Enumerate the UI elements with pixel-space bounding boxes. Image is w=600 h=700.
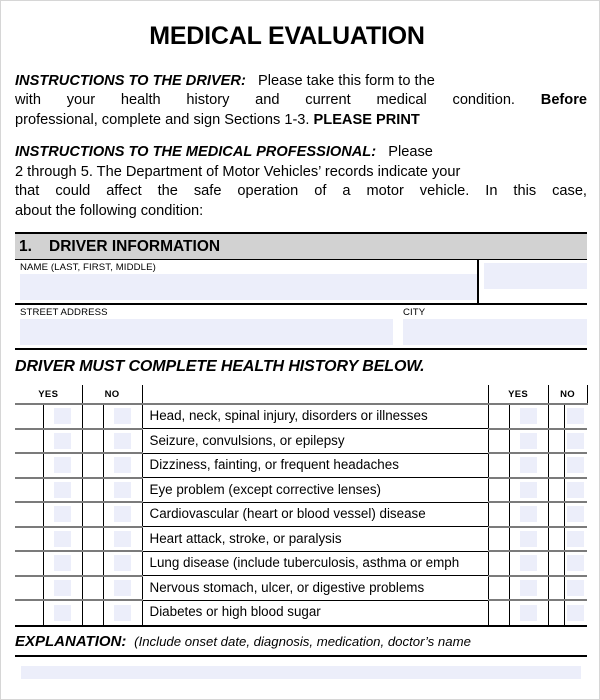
row-3-yes-left-checkbox[interactable] — [43, 478, 82, 503]
row-4-gutter-left — [15, 502, 43, 527]
column-header-condition — [142, 385, 488, 404]
table-row — [15, 502, 587, 527]
row-8-gap-right-a — [488, 600, 509, 625]
row-4-yes-right-checkbox[interactable] — [509, 502, 548, 527]
instructions-driver-line-2 — [15, 91, 587, 111]
row-6-gap-right-a — [488, 551, 509, 576]
row-4-yes-right-checkbox-box[interactable] — [520, 506, 537, 522]
page-content — [15, 1, 587, 679]
row-1-no-left-checkbox[interactable] — [103, 429, 142, 454]
row-8-no-right-checkbox-box[interactable] — [567, 605, 584, 621]
row-5-condition-label: Heart attack, stroke, or paralysis — [142, 527, 488, 552]
row-8-condition-label: Diabetes or high blood sugar — [142, 600, 488, 625]
name-field-label: NAME (LAST, FIRST, MIDDLE) — [20, 262, 156, 273]
row-4-condition-label: Cardiovascular (heart or blood vessel) disease — [142, 502, 488, 527]
name-field-cell — [15, 260, 479, 303]
row-8-no-right-checkbox[interactable] — [564, 600, 587, 625]
row-6-condition-label: Lung disease (include tuberculosis, asthma or emph — [142, 551, 488, 576]
instructions-driver-line-2-bold: Before — [540, 92, 588, 108]
driver-information-fields — [15, 259, 587, 350]
street-address-field-cell — [15, 305, 393, 348]
name-right-input[interactable] — [484, 263, 587, 289]
health-table-body — [15, 404, 587, 625]
table-row — [15, 429, 587, 454]
instructions-professional-line-3: that could affect the safe operation of a motor vehicle. In this case, — [15, 183, 587, 199]
row-0-yes-left-checkbox[interactable] — [43, 404, 82, 429]
row-6-no-left-checkbox-box[interactable] — [114, 555, 131, 571]
section-header-driver-information — [15, 234, 587, 259]
row-2-no-right-checkbox-box[interactable] — [567, 457, 584, 473]
section-number: 1. — [19, 237, 32, 255]
instructions-professional-line-1-text: Please — [388, 144, 433, 160]
instructions-professional-lead: INSTRUCTIONS TO THE MEDICAL PROFESSIONAL: — [15, 144, 377, 160]
row-7-no-left-checkbox-box[interactable] — [114, 580, 131, 596]
row-2-condition-label: Dizziness, fainting, or frequent headaches — [142, 453, 488, 478]
row-8-yes-right-checkbox[interactable] — [509, 600, 548, 625]
row-0-no-left-checkbox-box[interactable] — [114, 408, 131, 424]
row-3-no-left-checkbox[interactable] — [103, 478, 142, 503]
health-history-heading: DRIVER MUST COMPLETE HEALTH HISTORY BELOW. — [15, 358, 425, 375]
health-history-table — [15, 385, 588, 625]
row-7-gap-left — [82, 576, 103, 601]
table-row — [15, 551, 587, 576]
row-2-yes-right-checkbox[interactable] — [509, 453, 548, 478]
row-3-no-right-checkbox-box[interactable] — [567, 482, 584, 498]
instructions-driver — [15, 72, 587, 131]
row-0-yes-right-checkbox-box[interactable] — [520, 408, 537, 424]
row-5-gap-right-b — [548, 527, 564, 552]
row-3-condition-label: Eye problem (except corrective lenses) — [142, 478, 488, 503]
instructions-driver-lead: INSTRUCTIONS TO THE DRIVER: — [15, 72, 246, 89]
table-row — [15, 576, 587, 601]
row-1-no-right-checkbox[interactable] — [564, 429, 587, 454]
city-field-label: CITY — [403, 307, 426, 318]
row-1-gap-right-a — [488, 429, 509, 454]
row-3-gap-right-b — [548, 478, 564, 503]
row-8-gap-left — [82, 600, 103, 625]
row-6-yes-left-checkbox-box[interactable] — [54, 555, 71, 571]
row-7-no-left-checkbox[interactable] — [103, 576, 142, 601]
page-title: MEDICAL EVALUATION — [149, 22, 425, 50]
row-7-yes-right-checkbox-box[interactable] — [520, 580, 537, 596]
column-header-no-left: NO — [82, 385, 142, 404]
column-header-yes-right: YES — [488, 385, 548, 404]
row-7-gutter-left — [15, 576, 43, 601]
table-row — [15, 404, 587, 429]
row-2-no-left-checkbox[interactable] — [103, 453, 142, 478]
row-1-gap-left — [82, 429, 103, 454]
row-7-gap-right-b — [548, 576, 564, 601]
row-6-gap-right-b — [548, 551, 564, 576]
explanation-row — [15, 633, 587, 650]
row-0-no-right-checkbox[interactable] — [564, 404, 587, 429]
row-7-no-right-checkbox-box[interactable] — [567, 580, 584, 596]
explanation-note: (Include onset date, diagnosis, medication, doctor’s name — [134, 633, 471, 649]
row-2-gutter-left — [15, 453, 43, 478]
row-1-yes-left-checkbox-box[interactable] — [54, 433, 71, 449]
row-0-gap-right-a — [488, 404, 509, 429]
row-8-yes-left-checkbox-box[interactable] — [54, 605, 71, 621]
row-3-gap-right-a — [488, 478, 509, 503]
row-5-gap-left — [82, 527, 103, 552]
row-6-yes-left-checkbox[interactable] — [43, 551, 82, 576]
column-header-no-right: NO — [548, 385, 587, 404]
row-6-yes-right-checkbox-box[interactable] — [520, 555, 537, 571]
row-0-gap-right-b — [548, 404, 564, 429]
row-5-gutter-left — [15, 527, 43, 552]
row-2-yes-right-checkbox-box[interactable] — [520, 457, 537, 473]
street-address-input[interactable] — [20, 319, 393, 345]
column-header-yes-left: YES — [15, 385, 82, 404]
row-1-no-right-checkbox-box[interactable] — [567, 433, 584, 449]
row-4-gap-right-a — [488, 502, 509, 527]
row-3-no-right-checkbox[interactable] — [564, 478, 587, 503]
row-6-gutter-left — [15, 551, 43, 576]
row-0-yes-right-checkbox[interactable] — [509, 404, 548, 429]
instructions-professional-line-1 — [15, 143, 587, 163]
row-2-gap-left — [82, 453, 103, 478]
row-4-gap-right-b — [548, 502, 564, 527]
row-5-yes-right-checkbox[interactable] — [509, 527, 548, 552]
explanation-rule — [15, 655, 587, 657]
row-6-no-left-checkbox[interactable] — [103, 551, 142, 576]
explanation-input[interactable] — [21, 666, 581, 679]
row-8-gutter-left — [15, 600, 43, 625]
section-title: DRIVER INFORMATION — [49, 237, 221, 255]
health-table-header-row — [15, 385, 587, 404]
row-3-no-left-checkbox-box[interactable] — [114, 482, 131, 498]
row-7-yes-right-checkbox[interactable] — [509, 576, 548, 601]
row-1-no-left-checkbox-box[interactable] — [114, 433, 131, 449]
row-7-condition-label: Nervous stomach, ulcer, or digestive problems — [142, 576, 488, 601]
row-1-yes-left-checkbox[interactable] — [43, 429, 82, 454]
row-4-yes-left-checkbox[interactable] — [43, 502, 82, 527]
city-input[interactable] — [403, 319, 587, 345]
row-6-no-right-checkbox-box[interactable] — [567, 555, 584, 571]
row-7-no-right-checkbox[interactable] — [564, 576, 587, 601]
table-row — [15, 453, 587, 478]
name-row — [15, 260, 587, 305]
row-0-condition-label: Head, neck, spinal injury, disorders or illnesses — [142, 404, 488, 429]
row-4-no-left-checkbox[interactable] — [103, 502, 142, 527]
row-1-yes-right-checkbox[interactable] — [509, 429, 548, 454]
row-3-gap-left — [82, 478, 103, 503]
instructions-driver-line-1-text: Please take this form to the — [257, 72, 435, 89]
table-row — [15, 527, 587, 552]
row-8-gap-right-b — [548, 600, 564, 625]
row-1-yes-right-checkbox-box[interactable] — [520, 433, 537, 449]
name-input[interactable] — [20, 274, 477, 300]
row-5-yes-left-checkbox-box[interactable] — [54, 531, 71, 547]
row-4-gap-left — [82, 502, 103, 527]
row-5-no-right-checkbox-box[interactable] — [567, 531, 584, 547]
row-7-gap-right-a — [488, 576, 509, 601]
row-0-yes-left-checkbox-box[interactable] — [54, 408, 71, 424]
row-2-gap-right-b — [548, 453, 564, 478]
row-8-no-left-checkbox[interactable] — [103, 600, 142, 625]
explanation-label: EXPLANATION: — [15, 632, 127, 650]
row-2-yes-left-checkbox[interactable] — [43, 453, 82, 478]
name-right-field-cell — [479, 260, 587, 303]
instructions-professional-line-2: 2 through 5. The Department of Motor Vehicles’ records indicate your — [15, 163, 461, 180]
row-4-no-right-checkbox-box[interactable] — [567, 506, 584, 522]
row-0-no-right-checkbox-box[interactable] — [567, 408, 584, 424]
row-4-no-left-checkbox-box[interactable] — [114, 506, 131, 522]
street-address-field-label: STREET ADDRESS — [20, 307, 108, 318]
address-row — [15, 305, 587, 350]
row-0-gap-left — [82, 404, 103, 429]
row-1-gutter-left — [15, 429, 43, 454]
row-8-yes-left-checkbox[interactable] — [43, 600, 82, 625]
row-1-gap-right-b — [548, 429, 564, 454]
row-3-yes-right-checkbox[interactable] — [509, 478, 548, 503]
row-2-no-left-checkbox-box[interactable] — [114, 457, 131, 473]
row-5-no-right-checkbox[interactable] — [564, 527, 587, 552]
instructions-section — [15, 72, 587, 222]
row-6-yes-right-checkbox[interactable] — [509, 551, 548, 576]
row-7-yes-left-checkbox[interactable] — [43, 576, 82, 601]
row-4-no-right-checkbox[interactable] — [564, 502, 587, 527]
table-row — [15, 600, 587, 625]
instructions-driver-line-3-bold: PLEASE PRINT — [313, 111, 420, 128]
row-5-yes-right-checkbox-box[interactable] — [520, 531, 537, 547]
row-6-no-right-checkbox[interactable] — [564, 551, 587, 576]
instructions-driver-line-2-text: with your health history and current medical condition. — [15, 92, 515, 108]
city-field-cell — [393, 305, 587, 348]
row-6-gap-left — [82, 551, 103, 576]
instructions-medical-professional — [15, 143, 587, 221]
row-5-no-left-checkbox[interactable] — [103, 527, 142, 552]
instructions-driver-line-3 — [15, 111, 587, 131]
row-0-no-left-checkbox[interactable] — [103, 404, 142, 429]
row-3-gutter-left — [15, 478, 43, 503]
row-7-yes-left-checkbox-box[interactable] — [54, 580, 71, 596]
row-3-yes-left-checkbox-box[interactable] — [54, 482, 71, 498]
row-1-condition-label: Seizure, convulsions, or epilepsy — [142, 429, 488, 454]
instructions-driver-line-3-text: professional, complete and sign Sections 1-3. — [15, 111, 310, 128]
row-8-no-left-checkbox-box[interactable] — [114, 605, 131, 621]
health-table-bottom-rule — [15, 625, 587, 627]
row-4-yes-left-checkbox-box[interactable] — [54, 506, 71, 522]
table-row — [15, 478, 587, 503]
row-8-yes-right-checkbox-box[interactable] — [520, 605, 537, 621]
row-5-yes-left-checkbox[interactable] — [43, 527, 82, 552]
instructions-professional-line-4: about the following condition: — [15, 202, 204, 219]
instructions-driver-line-1 — [15, 72, 587, 92]
row-5-gap-right-a — [488, 527, 509, 552]
row-0-gutter-left — [15, 404, 43, 429]
row-2-yes-left-checkbox-box[interactable] — [54, 457, 71, 473]
row-5-no-left-checkbox-box[interactable] — [114, 531, 131, 547]
row-3-yes-right-checkbox-box[interactable] — [520, 482, 537, 498]
row-2-no-right-checkbox[interactable] — [564, 453, 587, 478]
row-2-gap-right-a — [488, 453, 509, 478]
